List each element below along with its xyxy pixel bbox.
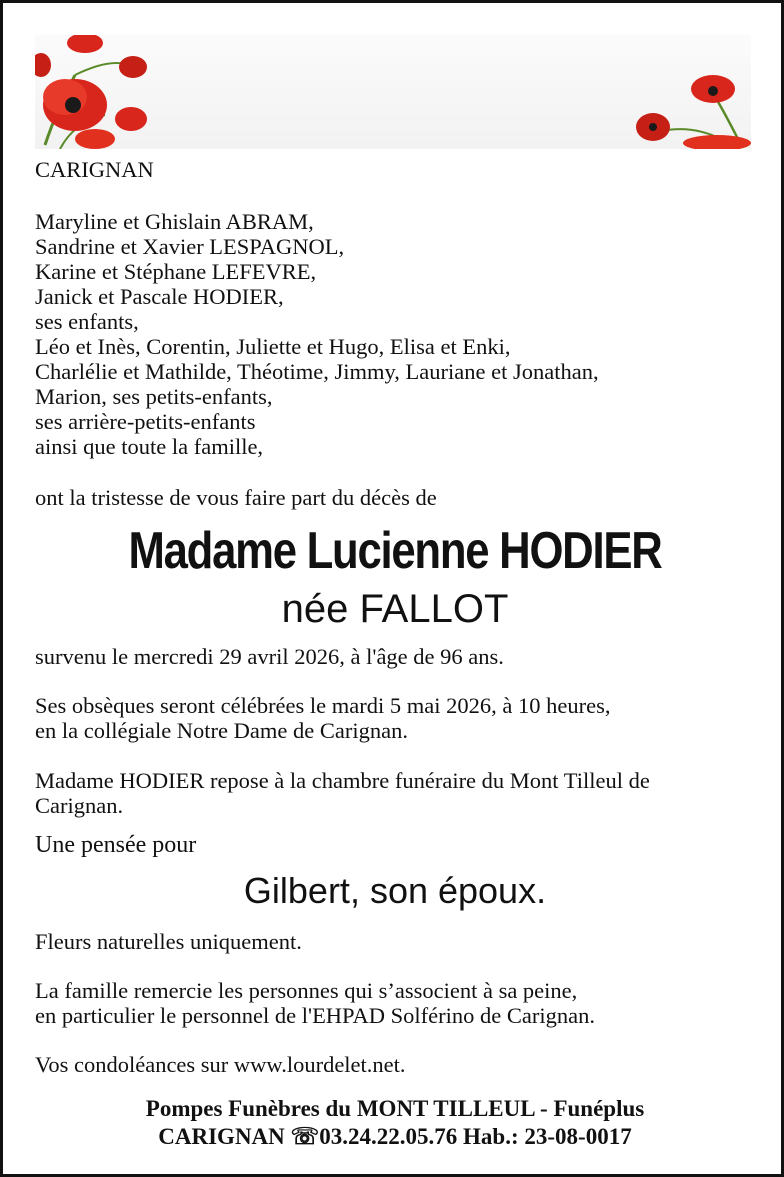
family-line: ses arrière-petits-enfants [35,409,256,434]
family-line: ainsi que toute la famille, [35,434,264,459]
family-line: Marion, ses petits-enfants, [35,384,273,409]
footer-habilitation: Hab.: 23-08-0017 [463,1124,632,1149]
condolences-link[interactable]: Vos condoléances sur www.lourdelet.net. [35,1052,406,1077]
funeral-line-2: en la collégiale Notre Dame de Carignan. [35,718,408,743]
maiden-name: née FALLOT [281,587,509,631]
family-line: Karine et Stéphane LEFEVRE, [35,259,317,284]
funeral-home-contact [3,1123,784,1151]
funeral-home-name: Pompes Funèbres du MONT TILLEUL - Funéplus [145,1096,645,1121]
thanks-line-2: en particulier le personnel de l'EHPAD Solférino de Carignan. [35,1003,595,1028]
poppy-banner [35,35,751,149]
thought-intro: Une pensée pour [35,832,197,858]
deceased-name: Madame Lucienne HODIER [128,522,662,580]
rest-line-2: Carignan. [35,793,124,818]
footer-city: CARIGNAN [158,1124,285,1149]
thanks-line-1: La famille remercie les personnes qui s’associent à sa peine, [35,978,578,1003]
poppy-right-illustration [631,35,751,149]
family-line: Janick et Pascale HODIER, [35,284,284,309]
funeral-line-1: Ses obsèques seront célébrées le mardi 5 mai 2026, à 10 heures, [35,693,611,718]
family-line: Sandrine et Xavier LESPAGNOL, [35,234,345,259]
rest-line-1: Madame HODIER repose à la chambre funéraire du Mont Tilleul de [35,768,650,793]
family-line: ses enfants, [35,309,139,334]
poppy-left-illustration [35,35,155,149]
thought-name: Gilbert, son époux. [243,870,547,911]
family-list [35,209,599,459]
town-name: CARIGNAN [35,157,154,182]
flowers-note: Fleurs naturelles uniquement. [35,929,302,954]
announcement-text: ont la tristesse de vous faire part du décès de [35,485,437,510]
footer-phone[interactable]: 03.24.22.05.76 [319,1124,458,1149]
death-info: survenu le mercredi 29 avril 2026, à l'âge de 96 ans. [35,644,504,669]
phone-icon: ☏ [290,1124,320,1149]
family-line: Maryline et Ghislain ABRAM, [35,209,314,234]
family-line: Charlélie et Mathilde, Théotime, Jimmy, Lauriane et Jonathan, [35,359,599,384]
family-line: Léo et Inès, Corentin, Juliette et Hugo, Elisa et Enki, [35,334,511,359]
